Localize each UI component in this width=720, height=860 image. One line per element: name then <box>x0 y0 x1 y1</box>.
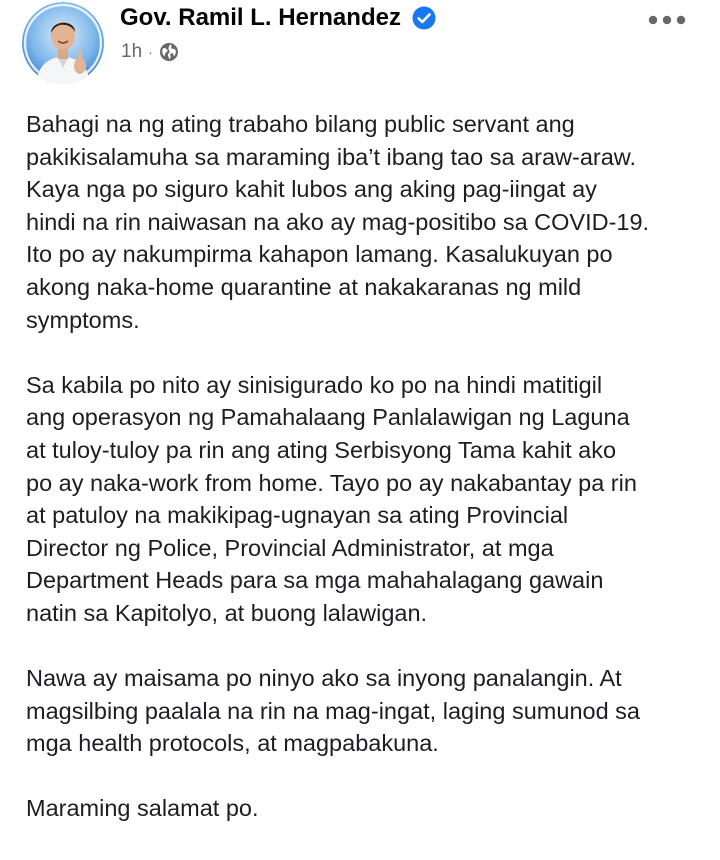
verified-badge-icon <box>412 6 436 30</box>
post-paragraph: Nawa ay maisama po ninyo ako sa inyong panalangin. At magsilbing paalala na rin na mag-ingat, laging sumunod sa mga health protocols, at magpabakuna. <box>26 665 640 757</box>
post-body <box>26 108 706 825</box>
avatar[interactable] <box>22 2 104 84</box>
globe-icon[interactable] <box>159 42 179 62</box>
profile-photo-icon <box>22 2 104 84</box>
post-header <box>0 0 720 96</box>
post-paragraph: Sa kabila po nito ay sinisigurado ko po na hindi matitigil ang operasyon ng Pamahalaang Panlalawigan ng Laguna at tuloy-tuloy pa rin ang ating Serbisyong Tama kahit ako po ay naka-work from home. Tayo po ay nakabantay pa rin at patuloy na makikipag-ugnayan sa ating Provincial Director ng Police, Provincial Administrator, at mga Department Heads para sa mga mahahalagang gawain natin sa Kapitolyo, at buong lalawigan. <box>26 371 637 626</box>
post-meta <box>121 40 179 64</box>
author-name[interactable]: Gov. Ramil L. Hernandez <box>120 4 401 31</box>
post-paragraph: Maraming salamat po. <box>26 795 259 822</box>
more-options-icon[interactable] <box>646 6 688 34</box>
post-timestamp[interactable]: 1h <box>121 41 143 62</box>
post-paragraph: Bahagi na ng ating trabaho bilang public servant ang pakikisalamuha sa maraming iba’t ibang tao sa araw-araw. Kaya nga po siguro kahit lubos ang aking pag-iingat ay hindi na rin naiwasan na ako ay mag-positibo sa COVID-19. Ito po ay nakumpirma kahapon lamang. Kasalukuyan po akong naka-home quarantine at nakakaranas ng mild symptoms. <box>26 111 650 333</box>
meta-separator: · <box>148 44 153 60</box>
